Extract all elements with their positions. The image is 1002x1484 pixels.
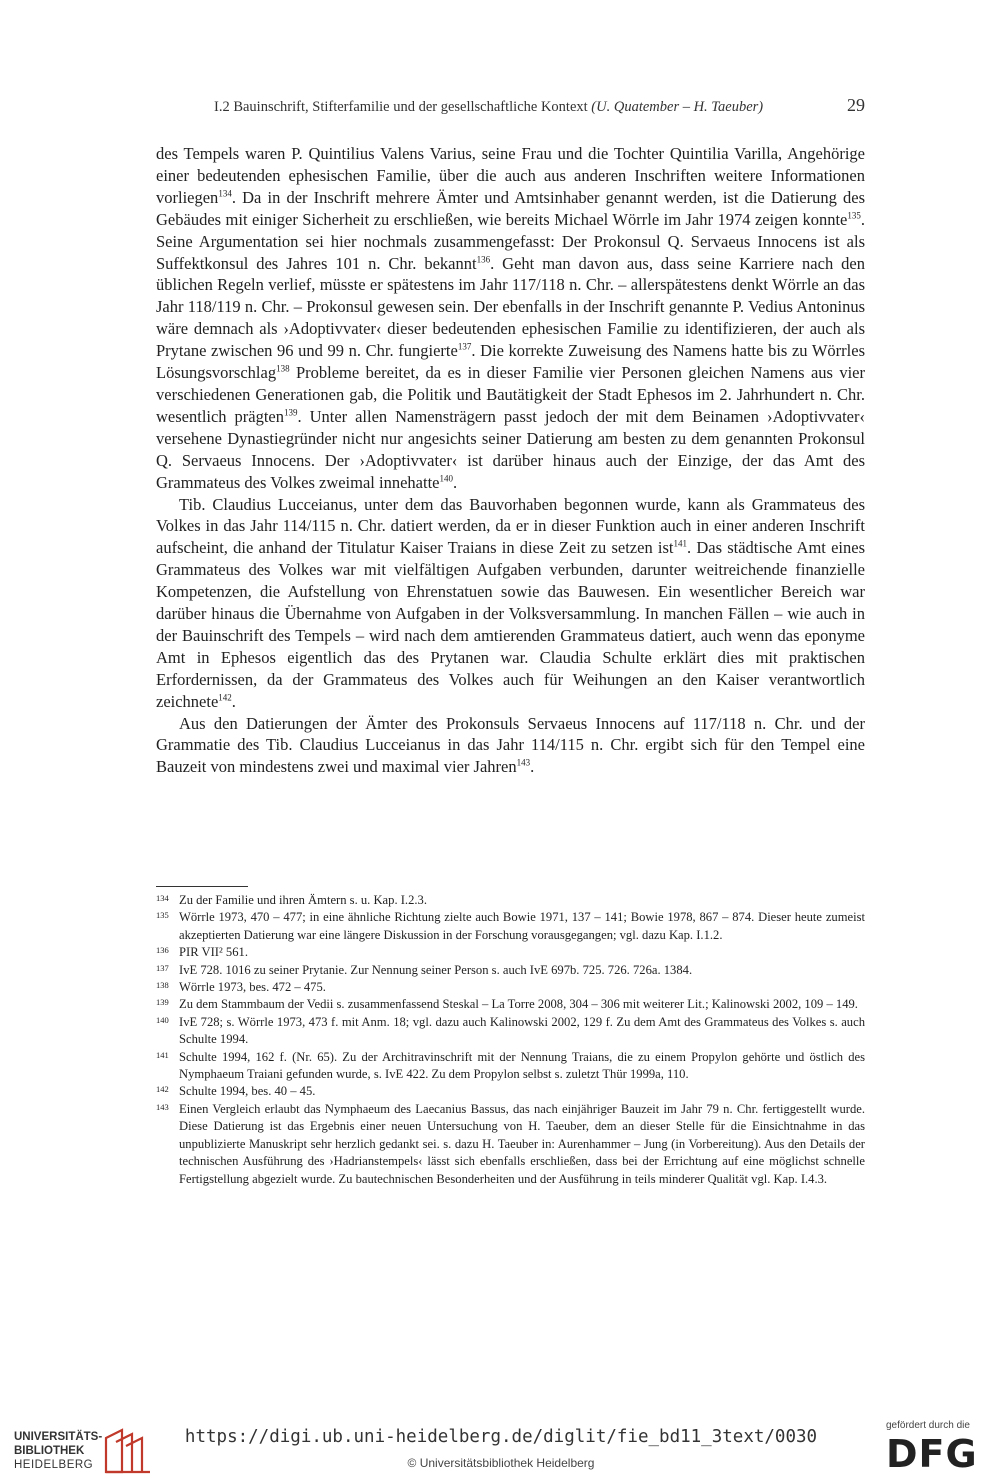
sponsor-logo[interactable] <box>886 1420 978 1476</box>
chapter-authors: (U. Quatember – H. Taeuber) <box>591 99 764 115</box>
footnote-139 <box>156 996 865 1013</box>
footnote-number: 142 <box>156 1084 169 1095</box>
footnote-134 <box>156 892 865 909</box>
library-name-line1: UNIVERSITÄTS- <box>14 1431 103 1443</box>
footnote-text: Zu dem Stammbaum der Vedii s. zusammenfassend Steskal – La Torre 2008, 304 – 306 mit weiterer Lit.; Kalinowski 2002, 109 – 149. <box>179 997 858 1012</box>
permalink-url[interactable]: https://digi.ub.uni-heidelberg.de/diglit/fie_bd11_3text/0030 <box>184 1427 818 1447</box>
running-title <box>214 99 763 116</box>
footnote-number: 136 <box>156 945 169 956</box>
footnote-135 <box>156 909 865 944</box>
chapter-title: I.2 Bauinschrift, Stifterfamilie und der gesellschaftliche Kontext <box>214 99 588 115</box>
footnote-text: Zu der Familie und ihren Ämtern s. u. Kap. I.2.3. <box>179 893 427 907</box>
footnote-text: Schulte 1994, 162 f. (Nr. 65). Zu der Architravinschrift mit der Nennung Traians, die zu einem Propylon gehörte und östlich des Nymphaeum Traiani gefunden wurde, s. IvE 422. Zu dem Propylon selbst s. zuletzt Thür 1999a, 110. <box>179 1049 865 1082</box>
sponsor-text: gefördert durch die <box>886 1420 970 1431</box>
footnote-143 <box>156 1101 865 1188</box>
footnote-text: Schulte 1994, bes. 40 – 45. <box>179 1084 316 1099</box>
footnote-number: 143 <box>156 1101 169 1112</box>
footnote-text: Einen Vergleich erlaubt das Nymphaeum des Laecanius Bassus, das nach einjähriger Bauzeit im Jahr 79 n. Chr. fertiggestellt wurde. Diese Datierung ist das Ergebnis einer neuen Untersuchung von H. Taeuber, dem an dieser Stelle für die Einsichtnahme in das unpublizierte Manuskript sehr herzlich gedankt sei. s. dazu H. Taeuber in: Aurenhammer – Jung (in Vorbereitung). Aus den Details der technischen Ausführung des ›Hadrianstempels‹ lässt sich ebenfalls erschließen, dass bei der Errichtung auf eine möglichst schnelle Fertigstellung abgezielt wurde. Zu bautechnischen Besonderheiten und der Ausführung in teils minderer Qualität vgl. Kap. I.4.3. <box>179 1101 865 1186</box>
page-number: 29 <box>847 95 865 115</box>
footnote-number: 137 <box>156 962 169 973</box>
paragraph-3: Aus den Datierungen der Ämter des Prokonsuls Servaeus Innocens auf 117/118 n. Chr. und der Grammatie des Tib. Claudius Lucceianus in das Jahr 114/115 n. Chr. ergibt sich für den Tempel eine Bauzeit von mindestens zwei und maximal vier Jahren$^{143}$. <box>156 713 865 777</box>
footnote-text: IvE 728. 1016 zu seiner Prytanie. Zur Nennung seiner Person s. auch IvE 697b. 725. 726. 726a. 1384. <box>179 962 693 977</box>
dfg-logo-icon: DFG <box>886 1432 978 1476</box>
footnotes <box>156 892 865 1188</box>
library-name-line3: HEIDELBERG <box>14 1459 94 1471</box>
footnote-text: PIR VII² 561. <box>179 945 248 960</box>
library-name-line2: BIBLIOTHEK <box>14 1445 85 1457</box>
digitization-footer <box>0 1410 1002 1484</box>
footnote-141 <box>156 1049 865 1084</box>
footnote-number: 135 <box>156 910 169 921</box>
running-head <box>156 95 865 119</box>
footnote-138 <box>156 979 865 996</box>
footnote-ref[interactable]: 139 <box>284 407 298 418</box>
paragraph-1: des Tempels waren P. Quintilius Valens Varius, seine Frau und die Tochter Quintilia Varilla, Angehörige einer bedeutenden ephesischen Familie, über die auch aus anderen Inschriften weitere Informationen vorliegen$^{134}$. Da in der Inschrift mehrere Ämter und Amtsinhaber genannt werden, ist die Datierung des Gebäudes mit einiger Sicherheit zu erschließen, wie bereits Michael Wörrle im Jahr 1974 zeigen konnte$^{135}$. Seine Argumentation sei hier nochmals zusammengefasst: Der Prokonsul Q. Servaeus Innocens ist als Suffektkonsul des Jahres 101 n. Chr. bekannt$^{136}$. Geht man davon aus, dass seine Karriere nach den üblichen Regeln verlief, müsste er spätestens im Jahr 117/118 n. Chr. – allerspätestens denkt Wörrle an das Jahr 118/119 n. Chr. – Prokonsul gewesen sein. Der ebenfalls in der Inschrift genannte P. Vedius Antoninus wäre demnach als ›Adoptivvater‹ dieser bedeutenden ephesischen Familie zu identifizieren, der auch als Prytane zwischen 96 und 99 n. Chr. fungierte$^{137}$. Die korrekte Zuweisung des Namens hatte bis zu Wörrles Lösungsvorschlag$^{138}$ Probleme bereitet, da es in dieser Familie vier Personen gleichen Namens aus vier verschiedenen Generationen gab, die Politik und Bautätigkeit der Stadt Ephesos im 2. Jahrhundert n. Chr. wesentlich prägten$^{139}$. Unter allen Namensträgern passt jedoch der mit dem Beinamen ›Adoptivvater‹ versehene Dynastiegründer nicht nur angesichts seiner Datierung am besten zu dem genannten Prokonsul Q. Servaeus Innocens. Der ›Adoptivvater‹ ist darüber hinaus auch der Einzige, der das Amt des Grammateus des Volkes zweimal innehatte$^{140}$. <box>156 144 865 492</box>
copyright-notice: © Universitätsbibliothek Heidelberg <box>407 1456 595 1470</box>
footnote-number: 134 <box>156 893 169 903</box>
footnote-text: Wörrle 1973, bes. 472 – 475. <box>179 980 326 995</box>
footnote-ref[interactable]: 142 <box>218 692 232 703</box>
footnote-ref[interactable]: 143 <box>516 757 531 768</box>
footnote-ref[interactable]: 137 <box>457 341 472 352</box>
footnote-number: 140 <box>156 1014 169 1025</box>
footnote-ref[interactable]: 141 <box>673 538 687 549</box>
footnote-number: 138 <box>156 980 169 991</box>
footnote-136 <box>156 944 865 961</box>
footnote-ref[interactable]: 138 <box>276 363 290 374</box>
footnote-ref[interactable]: 140 <box>439 473 453 484</box>
footnote-number: 139 <box>156 997 169 1008</box>
footnote-140 <box>156 1014 865 1049</box>
footnote-text: Wörrle 1973, 470 – 477; in eine ähnliche Richtung zielte auch Bowie 1971, 137 – 141; Bowie 1978, 867 – 874. Dieser heute zumeist akzeptierten Datierung war eine längere Diskussion in der Forschung vorausgegangen; vgl. dazu Kap. I.1.2. <box>179 910 865 942</box>
main-text <box>156 143 865 778</box>
footnote-ref[interactable]: 134 <box>218 188 232 199</box>
footnote-ref[interactable]: 135 <box>847 210 861 221</box>
footnote-number: 141 <box>156 1049 169 1060</box>
footnote-ref[interactable]: 136 <box>476 254 491 265</box>
paragraph-2: Tib. Claudius Lucceianus, unter dem das Bauvorhaben begonnen wurde, kann als Grammateus des Volkes in das Jahr 114/115 n. Chr. datiert werden, da er in dieser Funktion auch in einer anderen Inschrift aufscheint, die anhand der Titulatur Kaiser Traians in diese Zeit zu setzen ist$^{141}$. Das städtische Amt eines Grammateus des Volkes war mit vielfältigen Aufgaben verbunden, darunter weitreichende finanzielle Kompetenzen, die Aufstellung von Ehrenstatuen sowie das Bauwesen. Ein wesentlicher Bereich war darüber hinaus die Übernahme von Aufgaben in der Volksversammlung. In manchen Fällen – wie auch in der Bauinschrift des Tempels – wird nach dem amtierenden Grammateus datiert, auch wenn das eponyme Amt in Ephesos eigentlich das des Prytanen war. Claudia Schulte erklärt dies mit praktischen Erfordernissen, da der Grammateus des Volkes auch für Weihungen an den Kaiser verantwortlich zeichnete$^{142}$. <box>156 494 866 711</box>
footnote-137 <box>156 962 865 979</box>
footnote-text: IvE 728; s. Wörrle 1973, 473 f. mit Anm. 18; vgl. dazu auch Kalinowski 2002, 129 f. Zu dem Amt des Grammateus des Volkes s. auch Schulte 1994. <box>179 1014 865 1047</box>
footnote-divider <box>156 886 248 887</box>
footnote-142 <box>156 1083 865 1100</box>
